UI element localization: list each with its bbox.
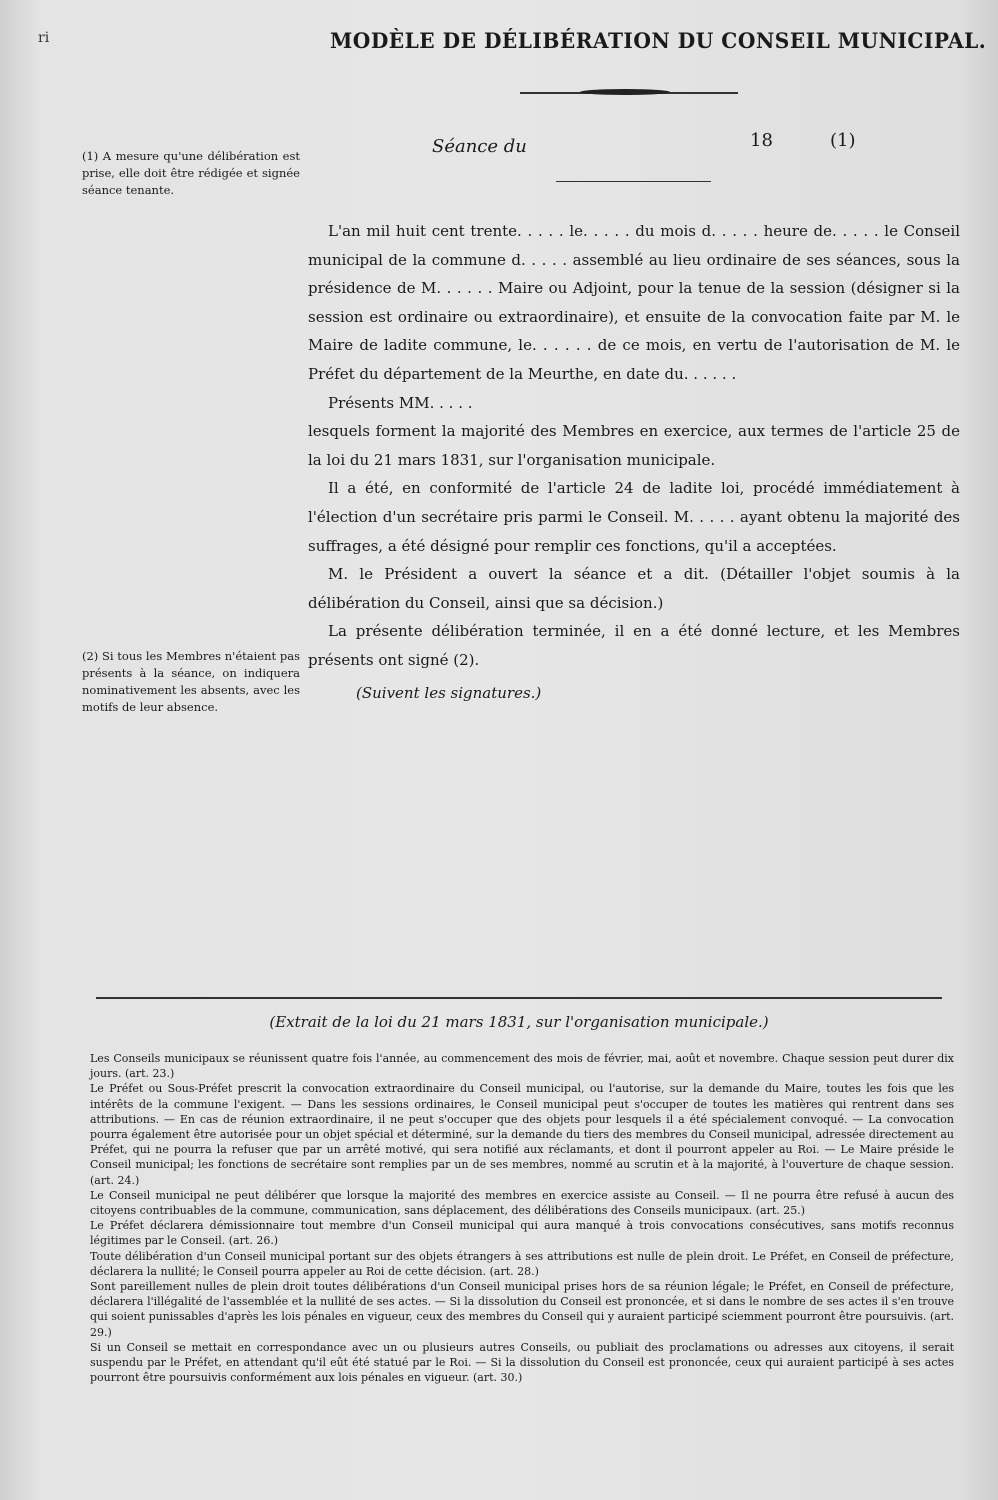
margin-note-1: (1) A mesure qu'une délibération est prise, elle doit être rédigée et signée séance tenante. <box>82 149 300 197</box>
signatures-line: (Suivent les signatures.) <box>356 683 542 702</box>
seance-rule <box>556 181 711 182</box>
body-paragraph: La présente délibération terminée, il en a été donné lecture, et les Membres présents ont signé (2). <box>308 622 960 669</box>
law-paragraph: Le Conseil municipal ne peut délibérer que lorsque la majorité des membres en exercice assiste au Conseil. — Il ne pourra être refusé à aucun des citoyens contribuables de la commune, communication, sans déplacement, des délibérations des Conseils municipaux. (art. 25.) <box>90 1188 954 1218</box>
section-divider <box>96 997 942 999</box>
seance-year-prefix: 18 <box>750 130 773 151</box>
ornament <box>580 89 670 95</box>
corner-mark: ri <box>38 30 50 46</box>
law-paragraph: Sont pareillement nulles de plein droit toutes délibérations d'un Conseil municipal prises hors de sa réunion légale; le Préfet, en Conseil de préfecture, déclarera l'illégalité de l'assemblée et la nullité de ses actes. — Si la dissolution du Conseil est prononcée, et si dans le nombre de ses actes il s'en trouve qui soient punissables d'après les lois pénales en vigueur, ceux des membres du Conseil qui y auraient participé sciemment pourront être poursuivis. (art. 29.) <box>90 1280 954 1339</box>
law-paragraph: Si un Conseil se mettait en correspondance avec un ou plusieurs autres Conseils, ou publiait des proclamations ou adresses aux citoyens, il serait suspendu par le Préfet, en attendant qu'il eût été statué par le Roi. — Si la dissolution du Conseil est prononcée, ceux qui auraient participé à ses actes pourront être poursuivis conformément aux lois pénales en vigueur. (art. 30.) <box>90 1340 954 1385</box>
body-paragraph: lesquels forment la majorité des Membres en exercice, aux termes de l'article 25 de la loi du 21 mars 1831, sur l'organisation municipale. <box>308 422 960 469</box>
extrait-title: (Extrait de la loi du 21 mars 1831, sur l'organisation municipale.) <box>269 1013 769 1031</box>
body-paragraph: Présents MM. . . . . <box>328 393 473 412</box>
title-ornament-rule <box>520 92 738 94</box>
body-paragraph: M. le Président a ouvert la séance et a dit. (Détailler l'objet soumis à la délibération du Conseil, ainsi que sa décision.) <box>308 565 960 612</box>
law-extract <box>90 1051 954 1385</box>
seance-note-ref: (1) <box>830 130 856 151</box>
body-paragraph: L'an mil huit cent trente. . . . . le. . . . . du mois d. . . . . heure de. . . . . le Conseil municipal de la commune d. . . . . assemblé au lieu ordinaire de ses séances, sous la présidence de M. . . . . . Maire ou Adjoint, pour la tenue de la session (désigner si la session est ordinaire ou extraordinaire), et ensuite de la convocation faite par M. le Maire de ladite commune, le. . . . . . de ce mois, en vertu de l'autorisation de M. le Préfet du département de la Meurthe, en date du. . . . . . <box>308 222 960 383</box>
law-paragraph: Le Préfet déclarera démissionnaire tout membre d'un Conseil municipal qui aura manqué à trois convocations consécutives, sans motifs reconnus légitimes par le Conseil. (art. 26.) <box>90 1219 954 1248</box>
deliberation-body <box>308 217 960 707</box>
body-paragraph: Il a été, en conformité de l'article 24 de ladite loi, procédé immédiatement à l'élection d'un secrétaire pris parmi le Conseil. M. . . . . ayant obtenu la majorité des suffrages, a été désigné pour remplir ces fonctions, qu'il a acceptées. <box>308 479 960 555</box>
seance-label: Séance du <box>432 136 527 157</box>
law-paragraph: Les Conseils municipaux se réunissent quatre fois l'année, au commencement des mois de février, mai, août et novembre. Chaque session peut durer dix jours. (art. 23.) <box>90 1052 954 1081</box>
law-paragraph: Toute délibération d'un Conseil municipal portant sur des objets étrangers à ses attributions est nulle de plein droit. Le Préfet, en Conseil de préfecture, déclarera la nullité; le Conseil pourra appeler au Roi de cette décision. (art. 28.) <box>90 1249 954 1278</box>
margin-note-2: (2) Si tous les Membres n'étaient pas présents à la séance, on indiquera nominativement les absents, avec les motifs de leur absence. <box>82 649 300 714</box>
document-title: MODÈLE DE DÉLIBÉRATION DU CONSEIL MUNICIPAL. <box>330 28 987 53</box>
law-paragraph: Le Préfet ou Sous-Préfet prescrit la convocation extraordinaire du Conseil municipal, ou l'autorise, sur la demande du Maire, toutes les fois que les intérêts de la commune l'exigent. — Dans les sessions ordinaires, le Conseil municipal peut s'occuper de toutes les matières qui rentrent dans ses attributions. — En cas de réunion extraordinaire, il ne peut s'occuper que des objets pour lesquels il a été spécialement convoqué. — La convocation pourra également être autorisée pour un objet spécial et déterminé, sur la demande du tiers des membres du Conseil municipal, adressée directement au Préfet, qui ne pourra la refuser que par un arrêté motivé, qui sera notifié aux réclamants, et dont il pourront appeler au Roi. — Le Maire préside le Conseil municipal; les fonctions de secrétaire sont remplies par un de ses membres, nommé au scrutin et à la majorité, à l'ouverture de chaque session. (art. 24.) <box>90 1082 954 1187</box>
